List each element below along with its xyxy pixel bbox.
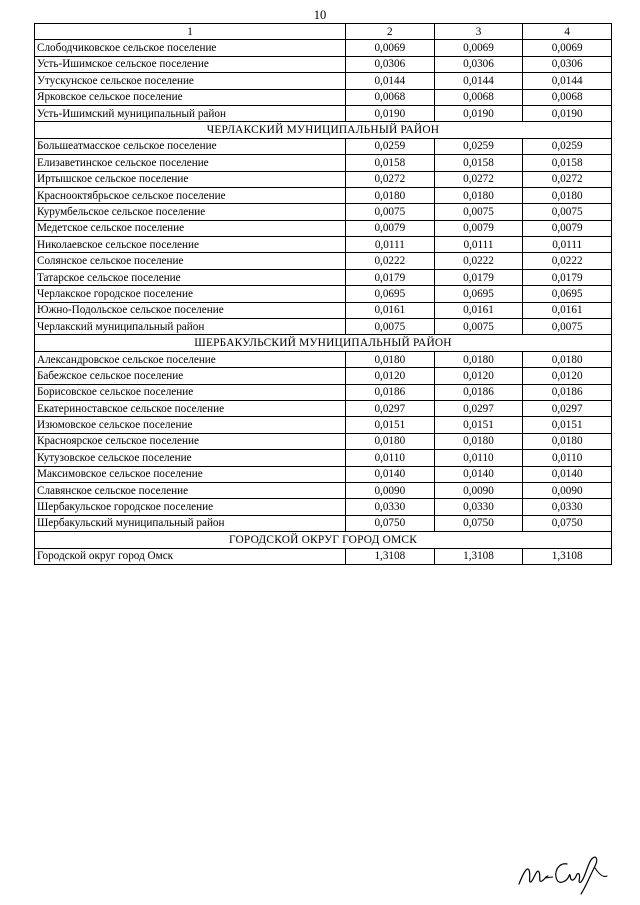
section-title: ШЕРБАКУЛЬСКИЙ МУНИЦИПАЛЬНЫЙ РАЙОН	[35, 335, 612, 351]
settlement-name: Южно-Подольское сельское поселение	[35, 302, 346, 318]
value-cell: 0,0695	[346, 286, 435, 302]
table-row	[35, 155, 612, 171]
value-cell: 0,0750	[346, 515, 435, 531]
value-cell: 0,0222	[523, 253, 612, 269]
settlement-name: Борисовское сельское поселение	[35, 384, 346, 400]
table-row	[35, 450, 612, 466]
settlement-name: Шербакульский муниципальный район	[35, 515, 346, 531]
table-row	[35, 384, 612, 400]
value-cell: 0,0151	[523, 417, 612, 433]
value-cell: 0,0069	[346, 40, 435, 56]
settlement-name: Усть-Ишимский муниципальный район	[35, 105, 346, 121]
table-row	[35, 286, 612, 302]
settlement-name: Елизаветинское сельское поселение	[35, 155, 346, 171]
value-cell: 0,0075	[346, 204, 435, 220]
table-row	[35, 433, 612, 449]
value-cell: 0,0272	[434, 171, 523, 187]
settlement-name: Усть-Ишимское сельское поселение	[35, 56, 346, 72]
value-cell: 0,0158	[346, 155, 435, 171]
settlement-name: Татарское сельское поселение	[35, 269, 346, 285]
value-cell: 0,0111	[346, 237, 435, 253]
value-cell: 0,0180	[346, 351, 435, 367]
value-cell: 0,0272	[346, 171, 435, 187]
value-cell: 0,0144	[523, 73, 612, 89]
settlement-name: Городской округ город Омск	[35, 548, 346, 564]
settlement-name: Кутузовское сельское поселение	[35, 450, 346, 466]
settlement-name: Черлакский муниципальный район	[35, 319, 346, 335]
section-title-row	[35, 532, 612, 548]
value-cell: 0,0075	[434, 319, 523, 335]
settlement-name: Большеатмасское сельское поселение	[35, 138, 346, 154]
value-cell: 0,0110	[434, 450, 523, 466]
value-cell: 0,0190	[434, 105, 523, 121]
settlement-name: Иртышское сельское поселение	[35, 171, 346, 187]
settlement-name: Курумбельское сельское поселение	[35, 204, 346, 220]
value-cell: 0,0069	[523, 40, 612, 56]
settlement-name: Ярковское сельское поселение	[35, 89, 346, 105]
settlement-name: Солянское сельское поселение	[35, 253, 346, 269]
value-cell: 0,0144	[346, 73, 435, 89]
value-cell: 0,0079	[346, 220, 435, 236]
value-cell: 0,0179	[346, 269, 435, 285]
value-cell: 0,0090	[523, 482, 612, 498]
value-cell: 0,0297	[434, 400, 523, 416]
value-cell: 0,0330	[434, 499, 523, 515]
table-row	[35, 138, 612, 154]
table-row	[35, 204, 612, 220]
value-cell: 0,0120	[346, 368, 435, 384]
settlement-name: Максимовское сельское поселение	[35, 466, 346, 482]
value-cell: 0,0075	[523, 319, 612, 335]
table-row	[35, 400, 612, 416]
value-cell: 0,0179	[523, 269, 612, 285]
value-cell: 0,0180	[434, 351, 523, 367]
settlement-name: Слободчиковское сельское поселение	[35, 40, 346, 56]
settlement-name: Изюмовское сельское поселение	[35, 417, 346, 433]
section-title-row	[35, 122, 612, 138]
value-cell: 1,3108	[434, 548, 523, 564]
value-cell: 0,0111	[523, 237, 612, 253]
settlement-name: Красноярское сельское поселение	[35, 433, 346, 449]
value-cell: 0,0259	[434, 138, 523, 154]
table-row	[35, 40, 612, 56]
value-cell: 0,0140	[346, 466, 435, 482]
value-cell: 0,0695	[434, 286, 523, 302]
value-cell: 0,0306	[434, 56, 523, 72]
value-cell: 0,0090	[434, 482, 523, 498]
value-cell: 0,0297	[346, 400, 435, 416]
table-row	[35, 499, 612, 515]
table-row	[35, 548, 612, 564]
table-row	[35, 187, 612, 203]
value-cell: 0,0161	[346, 302, 435, 318]
value-cell: 0,0180	[523, 433, 612, 449]
value-cell: 0,0140	[434, 466, 523, 482]
table-row	[35, 466, 612, 482]
table-row	[35, 515, 612, 531]
value-cell: 0,0180	[523, 187, 612, 203]
value-cell: 0,0110	[346, 450, 435, 466]
table-row	[35, 482, 612, 498]
table-row	[35, 171, 612, 187]
value-cell: 0,0161	[523, 302, 612, 318]
value-cell: 0,0297	[523, 400, 612, 416]
value-cell: 0,0306	[346, 56, 435, 72]
section-title-row	[35, 335, 612, 351]
settlement-name: Краснооктябрьское сельское поселение	[35, 187, 346, 203]
settlement-name: Шербакульское городское поселение	[35, 499, 346, 515]
table-row	[35, 89, 612, 105]
value-cell: 0,0090	[346, 482, 435, 498]
value-cell: 0,0140	[523, 466, 612, 482]
value-cell: 0,0180	[434, 433, 523, 449]
value-cell: 0,0330	[346, 499, 435, 515]
value-cell: 1,3108	[523, 548, 612, 564]
value-cell: 0,0180	[523, 351, 612, 367]
value-cell: 0,0259	[523, 138, 612, 154]
value-cell: 0,0079	[523, 220, 612, 236]
value-cell: 0,0161	[434, 302, 523, 318]
table-row	[35, 220, 612, 236]
value-cell: 0,0068	[434, 89, 523, 105]
settlement-name: Николаевское сельское поселение	[35, 237, 346, 253]
header-row	[35, 24, 612, 40]
coefficients-table	[34, 23, 612, 565]
value-cell: 0,0272	[523, 171, 612, 187]
value-cell: 1,3108	[346, 548, 435, 564]
value-cell: 0,0330	[523, 499, 612, 515]
handwritten-signature	[515, 848, 611, 896]
value-cell: 0,0186	[434, 384, 523, 400]
header-cell: 3	[434, 24, 523, 40]
value-cell: 0,0110	[523, 450, 612, 466]
table-row	[35, 302, 612, 318]
value-cell: 0,0750	[523, 515, 612, 531]
value-cell: 0,0079	[434, 220, 523, 236]
table-row	[35, 269, 612, 285]
table-row	[35, 417, 612, 433]
value-cell: 0,0306	[523, 56, 612, 72]
value-cell: 0,0158	[434, 155, 523, 171]
value-cell: 0,0068	[523, 89, 612, 105]
settlement-name: Екатериноставское сельское поселение	[35, 400, 346, 416]
table-row	[35, 105, 612, 121]
value-cell: 0,0186	[346, 384, 435, 400]
value-cell: 0,0190	[346, 105, 435, 121]
value-cell: 0,0120	[434, 368, 523, 384]
value-cell: 0,0075	[346, 319, 435, 335]
value-cell: 0,0180	[346, 433, 435, 449]
value-cell: 0,0069	[434, 40, 523, 56]
value-cell: 0,0180	[434, 187, 523, 203]
header-cell: 4	[523, 24, 612, 40]
value-cell: 0,0179	[434, 269, 523, 285]
section-title: ЧЕРЛАКСКИЙ МУНИЦИПАЛЬНЫЙ РАЙОН	[35, 122, 612, 138]
value-cell: 0,0190	[523, 105, 612, 121]
settlement-name: Бабежское сельское поселение	[35, 368, 346, 384]
settlement-name: Утускунское сельское поселение	[35, 73, 346, 89]
table-row	[35, 56, 612, 72]
settlement-name: Александровское сельское поселение	[35, 351, 346, 367]
table-row	[35, 73, 612, 89]
value-cell: 0,0186	[523, 384, 612, 400]
value-cell: 0,0259	[346, 138, 435, 154]
page-number: 10	[313, 8, 327, 22]
header-cell: 2	[346, 24, 435, 40]
value-cell: 0,0222	[346, 253, 435, 269]
value-cell: 0,0750	[434, 515, 523, 531]
value-cell: 0,0151	[434, 417, 523, 433]
settlement-name: Черлакское городское поселение	[35, 286, 346, 302]
value-cell: 0,0075	[434, 204, 523, 220]
value-cell: 0,0151	[346, 417, 435, 433]
settlement-name: Медетское сельское поселение	[35, 220, 346, 236]
value-cell: 0,0075	[523, 204, 612, 220]
settlement-name: Славянское сельское поселение	[35, 482, 346, 498]
value-cell: 0,0068	[346, 89, 435, 105]
table-row	[35, 253, 612, 269]
value-cell: 0,0120	[523, 368, 612, 384]
section-title: ГОРОДСКОЙ ОКРУГ ГОРОД ОМСК	[35, 532, 612, 548]
value-cell: 0,0144	[434, 73, 523, 89]
value-cell: 0,0222	[434, 253, 523, 269]
value-cell: 0,0158	[523, 155, 612, 171]
table-row	[35, 351, 612, 367]
table-row	[35, 319, 612, 335]
value-cell: 0,0111	[434, 237, 523, 253]
value-cell: 0,0695	[523, 286, 612, 302]
table-row	[35, 368, 612, 384]
table-row	[35, 237, 612, 253]
header-cell: 1	[35, 24, 346, 40]
value-cell: 0,0180	[346, 187, 435, 203]
